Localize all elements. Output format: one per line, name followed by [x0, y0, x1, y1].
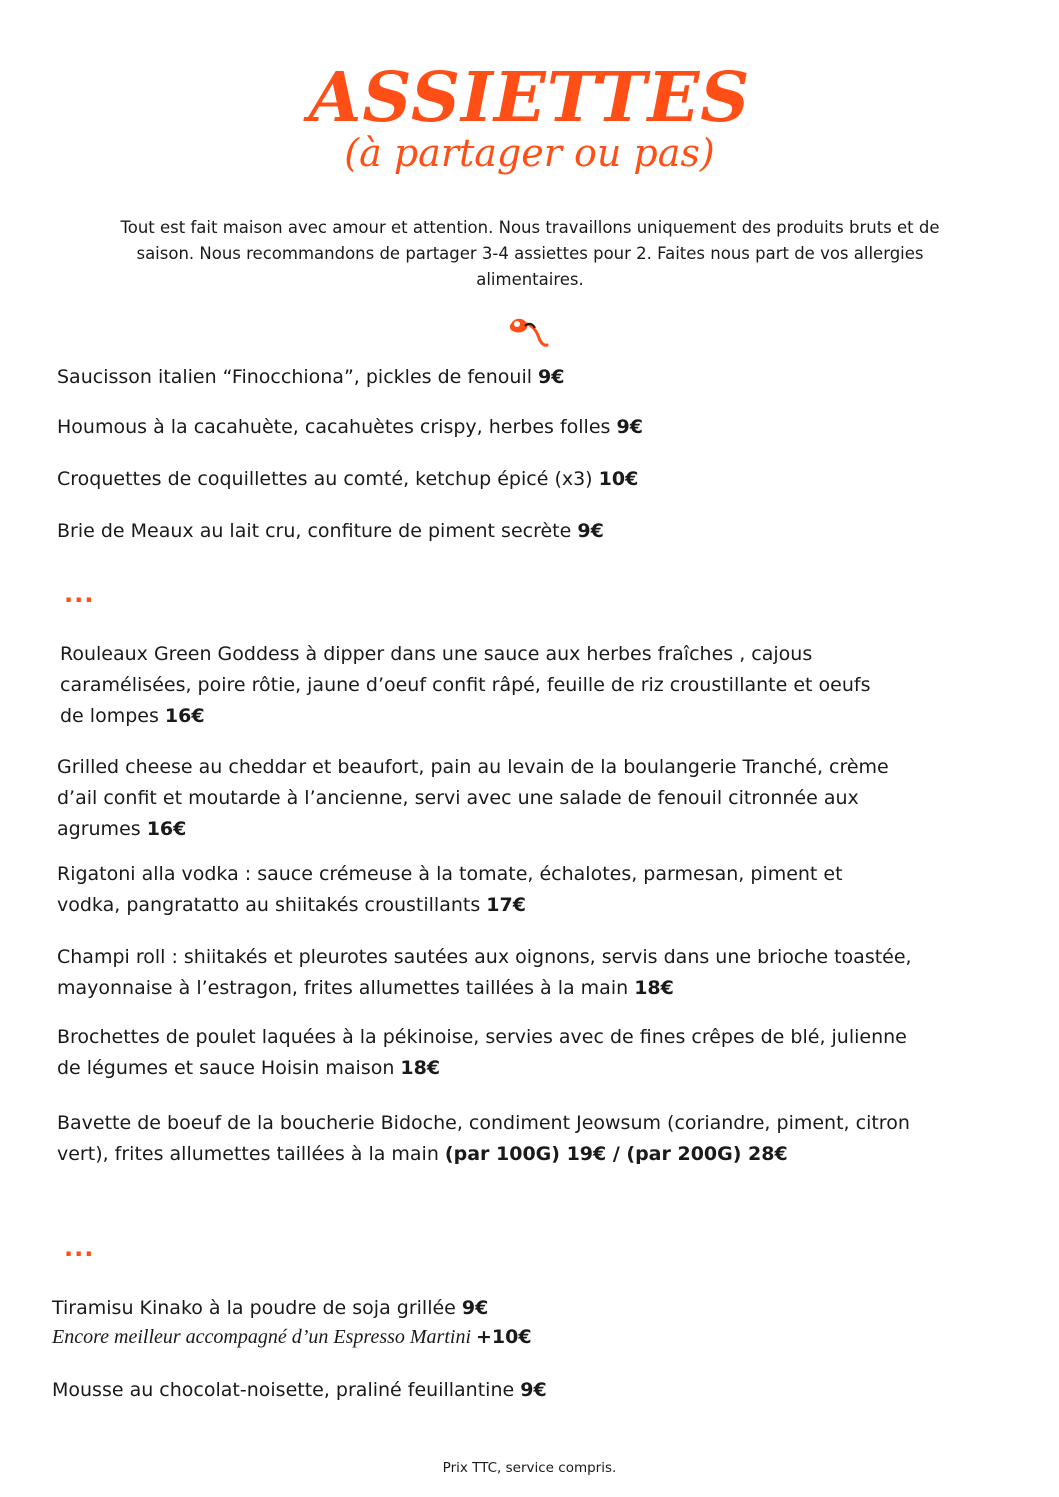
item-price: 16€: [164, 705, 205, 727]
item-price: 9€: [538, 366, 565, 388]
item-description: Houmous à la cacahuète, cacahuètes crispy, herbes folles: [57, 416, 617, 438]
item-description: Grilled cheese au cheddar et beaufort, pain au levain de la boulangerie Tranché, crème d’ail confit et moutarde à l’ancienne, servi avec une salade de fenouil citronnée aux agrumes: [57, 756, 889, 840]
item-price: 10€: [598, 468, 639, 490]
pairing-price: +10€: [476, 1326, 532, 1348]
menu-item: [57, 859, 887, 921]
section-separator: ...: [64, 1234, 95, 1262]
item-description: Saucisson italien “Finocchiona”, pickles de fenouil: [57, 366, 539, 388]
item-note: [52, 1322, 532, 1353]
menu-item: [57, 464, 638, 495]
menu-item: [57, 1108, 937, 1170]
menu-item: [57, 516, 604, 547]
item-price: 9€: [461, 1297, 489, 1319]
pairing-note: Encore meilleur accompagné d’un Espresso Martini: [52, 1326, 476, 1348]
pepper-icon: [503, 312, 553, 352]
menu-item: [57, 362, 565, 393]
item-price: 17€: [486, 894, 526, 916]
item-price: 9€: [577, 520, 604, 542]
item-description: Rouleaux Green Goddess à dipper dans une sauce aux herbes fraîches , cajous caramélisées, poire rôtie, jaune d’oeuf confit râpé, feuille de riz croustillante et oeufs de lompes: [60, 643, 871, 727]
item-description: Brie de Meaux au lait cru, confiture de piment secrète: [57, 520, 578, 542]
page-subtitle: (à partager ou pas): [344, 131, 715, 175]
section-separator: ...: [64, 580, 95, 608]
item-price: (par 100G) 19€ / (par 200G) 28€: [444, 1143, 788, 1165]
menu-item: [57, 752, 927, 845]
item-price: 9€: [616, 416, 643, 438]
item-description: Champi roll : shiitakés et pleurotes sautées aux oignons, servis dans une brioche toastée, mayonnaise à l’estragon, frites allumettes taillées à la main: [57, 946, 912, 999]
page-title: ASSIETTES: [308, 58, 751, 138]
item-price: 18€: [400, 1057, 441, 1079]
item-description: Bavette de boeuf de la boucherie Bidoche, condiment Jeowsum (coriandre, piment, citron vert), frites allumettes taillées à la main: [57, 1112, 910, 1165]
menu-item: [52, 1293, 488, 1324]
item-price: 18€: [634, 977, 674, 999]
item-description: Rigatoni alla vodka : sauce crémeuse à la tomate, échalotes, parmesan, piment et vodka, pangratatto au shiitakés croustillants: [57, 863, 843, 916]
item-price: 9€: [520, 1379, 547, 1401]
menu-item: [57, 942, 992, 1004]
item-description: Tiramisu Kinako à la poudre de soja grillée: [52, 1297, 462, 1319]
intro-text: Tout est fait maison avec amour et attention. Nous travaillons uniquement des produits bruts et de saison. Nous recommandons de partager 3-4 assiettes pour 2. Faites nous part de vos allergies alimentaires.: [120, 218, 940, 289]
item-description: Croquettes de coquillettes au comté, ketchup épicé (x3): [57, 468, 599, 490]
item-description: Mousse au chocolat-noisette, praliné feuillantine: [52, 1379, 521, 1401]
menu-item: [57, 412, 643, 443]
item-price: 16€: [146, 818, 187, 840]
menu-item: [57, 1022, 907, 1084]
menu-item: [60, 639, 880, 732]
menu-item: [52, 1375, 547, 1406]
footer-note: Prix TTC, service compris.: [442, 1460, 617, 1476]
item-description: Brochettes de poulet laquées à la pékinoise, servies avec de fines crêpes de blé, julienne de légumes et sauce Hoisin maison: [57, 1026, 907, 1079]
